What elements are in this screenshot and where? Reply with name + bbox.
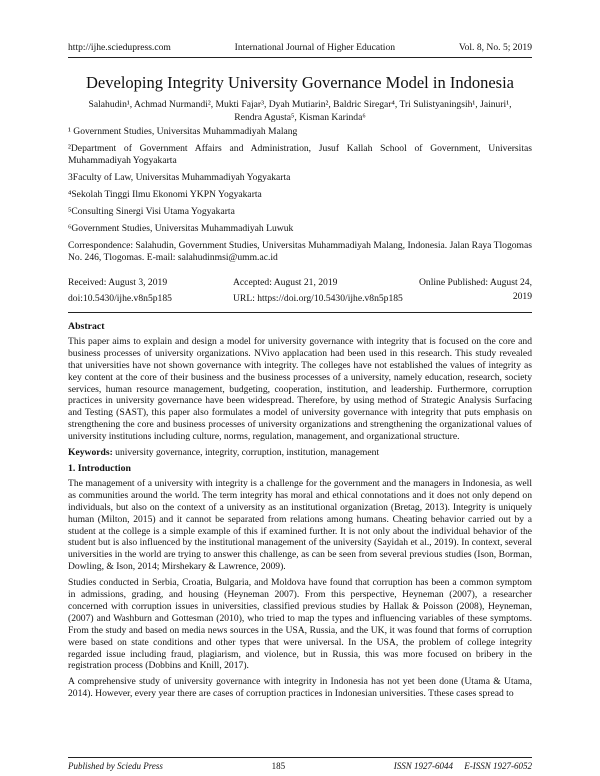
doi[interactable]: doi:10.5430/ijhe.v8n5p185 <box>68 293 172 304</box>
introduction-heading: 1. Introduction <box>68 462 131 474</box>
journal-name: International Journal of Higher Education <box>234 42 396 53</box>
abstract-heading: Abstract <box>68 321 105 332</box>
affiliation-4: ⁴Sekolah Tinggi Ilmu Ekonomi YKPN Yogyakarta <box>68 189 262 201</box>
doi-url[interactable]: URL: https://doi.org/10.5430/ijhe.v8n5p185 <box>233 293 403 304</box>
keywords <box>68 447 532 459</box>
paragraph-2: Studies conducted in Serbia, Croatia, Bulgaria, and Moldova have found that corruption has been a common symptom in admissions, grading, and housing (Heyneman 2007). From this perspective, Heyneman (2007), a researcher concerned with corruption issues in universities, classified previous studies by Hallak & Poisson (2008), Heyneman, (2007) and Washburn and Gottesman (2010), who tried to map the types and influencing variables of these symptoms. From the study and based on media news sources in the USA, Russia, and the UK, it was found that forms of corruption were based on state conditions and other types that were universal. In the USA, the problem of college integrity regarded issue including fraud, plagiarism, and violence, but in Russia, this was more focused on bribery in the registration process (Dobbins and Knill, 2017). <box>68 577 532 672</box>
affiliations <box>68 126 532 269</box>
running-header <box>68 42 532 56</box>
affiliation-6: ⁶Government Studies, Universitas Muhammadiyah Luwuk <box>68 222 294 234</box>
publisher: Published by Sciedu Press <box>68 761 163 771</box>
running-footer <box>68 761 532 771</box>
paragraph-1: The management of a university with integrity is a challenge for the government and the managers in Indonesia, as well as communities around the world. The term integrity has moral and ethical connotations and it does not only depend on individuals, but also on the context of a university as an institutional organization (Bretag, 2013). Integrity is uniquely human (Milton, 2015) and it cannot be separated from relations among humans. Cheating behavior carried out by a student at the college is a simple example of this if examined further. It is not only about the individual behavior of the student but is also influenced by the institutional management of the university (Sayidah et al., 2019). In context, several universities in the world are trying to answer this challenge, as can be seen from several previous studies (Ison, Borman, Dowling, & Ison, 2014; Mirshekary & Lawrence, 2009). <box>68 477 532 573</box>
published-date: Online Published: August 24, 2019 <box>419 277 532 302</box>
received-date: Received: August 3, 2019 <box>68 277 168 288</box>
header-rule <box>68 57 532 58</box>
correspondence: Correspondence: Salahudin, Government Studies, Universitas Muhammadiyah Malang, Indonesia. Jalan Raya Tlogomas No. 246, Tlogomas. E-mail: salahudinmsi@umm.ac.id <box>68 239 532 264</box>
footer-rule <box>68 757 532 758</box>
issn: ISSN 1927-6044 E-ISSN 1927-6052 <box>393 761 532 771</box>
keywords-text: university governance, integrity, corruption, institution, management <box>115 447 380 459</box>
authors-line-2: Rendra Agusta⁵, Kisman Karinda⁶ <box>234 112 366 123</box>
affiliation-5: ⁵Consulting Sinergi Visi Utama Yogyakarta <box>68 206 235 218</box>
section-rule <box>68 312 532 313</box>
publication-dates <box>68 276 532 308</box>
affiliation-2: ²Department of Government Affairs and Administration, Jusuf Kallah School of Government, Universitas Muhammadiyah Yogyakarta <box>68 142 532 167</box>
author-list <box>80 98 520 124</box>
paper-title: Developing Integrity University Governance Model in Indonesia <box>86 73 514 92</box>
affiliation-3: 3Faculty of Law, Universitas Muhammadiyah Yogyakarta <box>68 172 291 184</box>
accepted-date: Accepted: August 21, 2019 <box>233 277 338 288</box>
abstract-text: This paper aims to explain and design a model for university governance with integrity that is focused on the core and business processes of university organizations. NVivo applacation had been used in this research. This study revealed that universities have not shown governance with integrity. The colleges have not established the values of integrity as key content at the core of their business and the business processes of a university, namely education, research, society services, human resource management, budgeting, cooperation, institution, and leadership. Furthermore, corruption practices in university governance have been widespread. Therefore, by using method of Strategic Analysis Surfacing and Testing (SAST), this paper also formulates a model of university governance with integrity that puts emphasis on strengthening the core and business processes of university organizations and strengthening the organizational values of university institutions including culture, norms, regulation, management, and organizational structure. <box>68 335 532 443</box>
affiliation-1: ¹ Government Studies, Universitas Muhammadiyah Malang <box>68 126 298 137</box>
volume-info: Vol. 8, No. 5; 2019 <box>458 42 532 53</box>
authors-line-1: Salahudin¹, Achmad Nurmandi², Mukti Fajar³, Dyah Mutiarin², Baldric Siregar⁴, Tri Sulistyaningsih¹, Jainuri¹, <box>88 99 512 110</box>
journal-url[interactable]: http://ijhe.sciedupress.com <box>68 42 171 53</box>
paper-body <box>68 321 532 704</box>
page-number: 185 <box>271 761 286 771</box>
paragraph-3: A comprehensive study of university governance with integrity in Indonesia has not yet been done (Utama & Utama, 2014). However, every year there are cases of corruption practices in Indonesian universities. Tthese cases spread to <box>68 676 532 700</box>
keywords-label: Keywords: <box>68 447 113 459</box>
